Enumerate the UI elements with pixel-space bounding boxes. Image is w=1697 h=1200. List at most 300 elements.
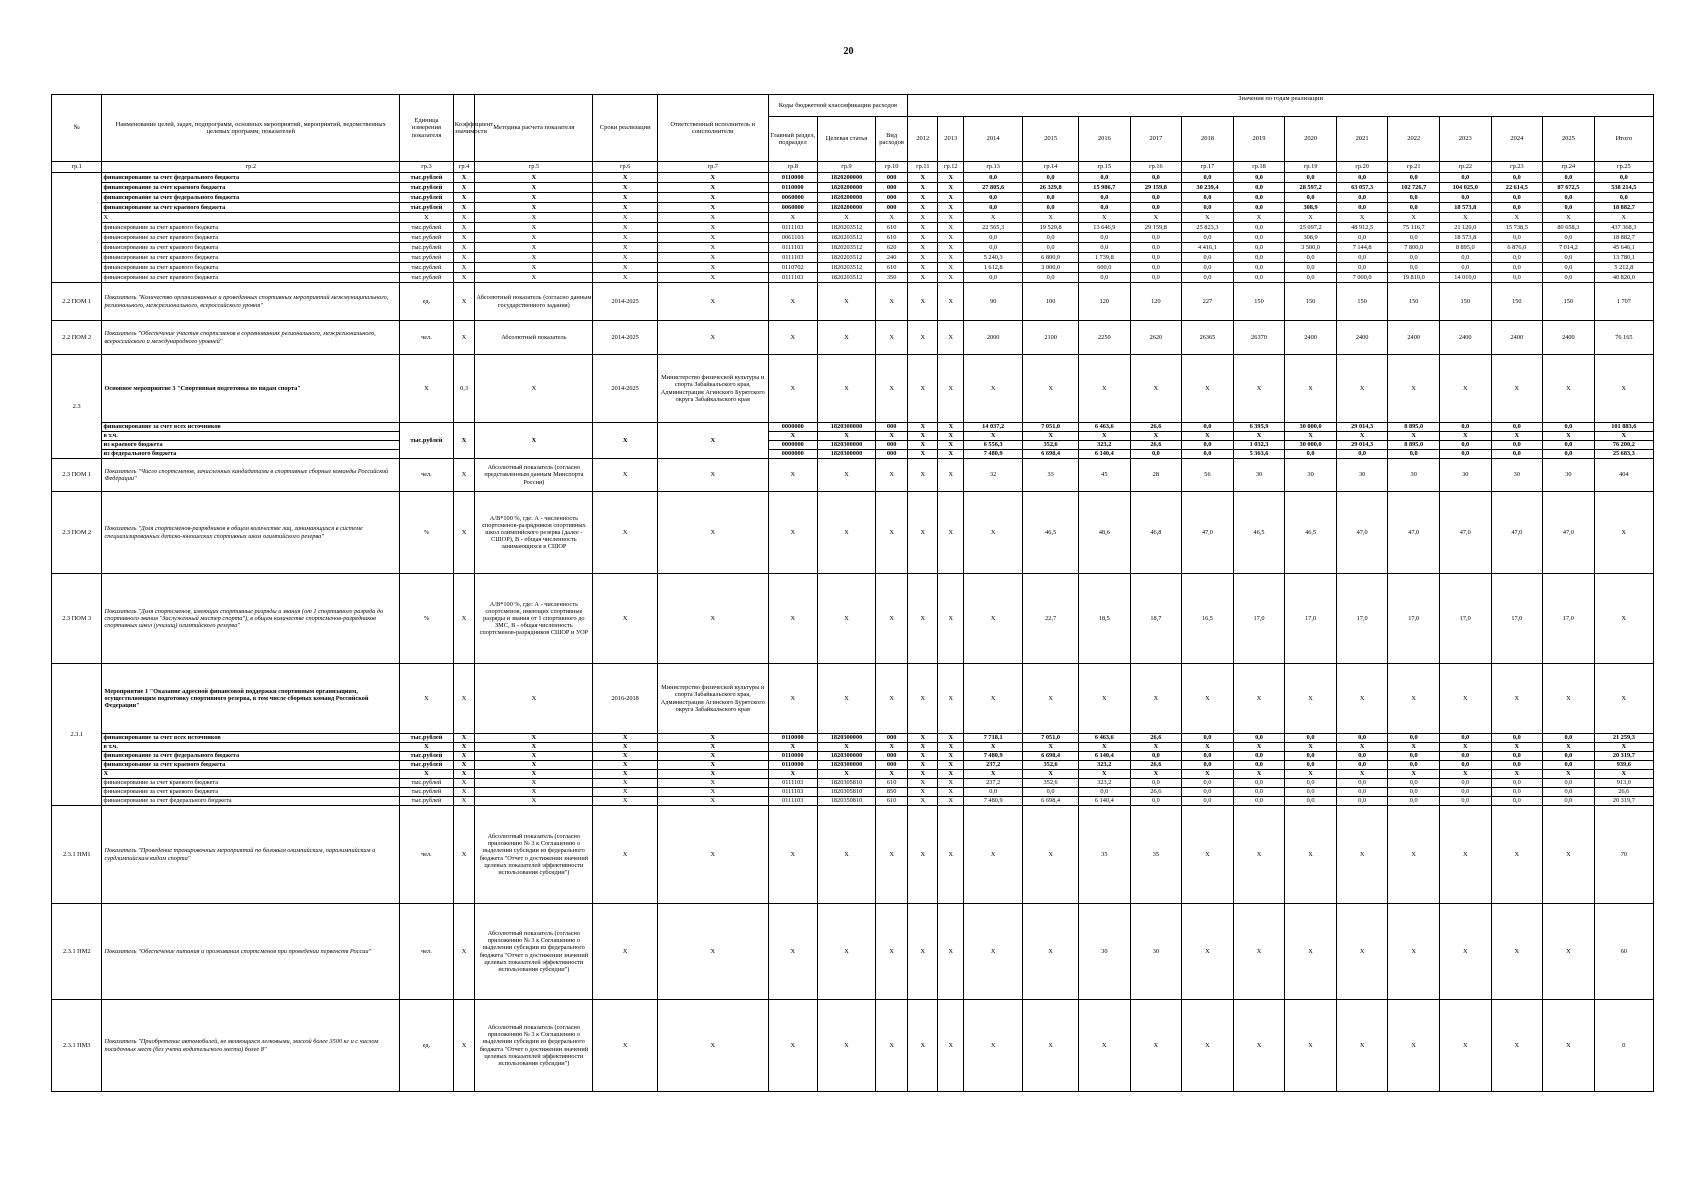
- value-cell: Х: [938, 423, 964, 432]
- value-cell: Х: [908, 253, 938, 263]
- term-cell: Х: [593, 492, 657, 574]
- value-cell: Х: [1233, 213, 1285, 223]
- code-target: Х: [817, 770, 875, 779]
- value-cell: 0,0: [1543, 779, 1595, 788]
- value-cell: 6 463,6: [1079, 423, 1131, 432]
- funding-source: финансирование за счет краевого бюджета: [102, 788, 400, 797]
- resp-cell: Х: [657, 761, 768, 770]
- funding-source: Х: [102, 213, 400, 223]
- header-code-kind: Вид расходов: [876, 117, 908, 162]
- value-cell: 0,0: [1285, 273, 1337, 283]
- unit-cell: Х: [400, 743, 454, 752]
- value-cell: Х: [1130, 1000, 1182, 1092]
- value-cell: Х: [908, 761, 938, 770]
- funding-source: финансирование за счет краевого бюджета: [102, 183, 400, 193]
- value-cell: Х: [1285, 432, 1337, 441]
- value-cell: Х: [1233, 1000, 1285, 1092]
- value-cell: 0,0: [1130, 173, 1182, 183]
- row-number: 2.3 ПОМ 3: [52, 574, 102, 664]
- value-cell: 70: [1594, 806, 1653, 904]
- value-cell: Х: [1023, 770, 1079, 779]
- value-cell: 100: [1023, 283, 1079, 321]
- value-cell: 28 597,2: [1285, 183, 1337, 193]
- code-target: 1820300000: [817, 441, 875, 450]
- method-cell: Абсолютный показатель (согласно представленным данным Минспорта России): [475, 459, 593, 492]
- value-cell: Х: [1233, 743, 1285, 752]
- value-cell: 323,2: [1079, 441, 1131, 450]
- value-cell: 0,0: [1285, 797, 1337, 806]
- value-cell: 0,0: [1023, 203, 1079, 213]
- value-cell: 2400: [1285, 321, 1337, 355]
- value-cell: 0,0: [1336, 233, 1388, 243]
- funding-row: [52, 779, 1654, 788]
- value-cell: 352,6: [1023, 779, 1079, 788]
- funding-source: финансирование за счет краевого бюджета: [102, 761, 400, 770]
- unit-cell: тыс.рублей: [400, 233, 454, 243]
- value-cell: Х: [1594, 664, 1653, 734]
- value-cell: 237,2: [964, 761, 1023, 770]
- unit-cell: тыс.рублей: [400, 779, 454, 788]
- program-table: [51, 94, 1654, 1092]
- value-cell: Х: [964, 743, 1023, 752]
- funding-row: [52, 243, 1654, 253]
- value-cell: 6 140,4: [1079, 450, 1131, 459]
- value-cell: 538 214,5: [1594, 183, 1653, 193]
- unit-cell: чел.: [400, 904, 454, 1000]
- value-cell: Х: [908, 233, 938, 243]
- value-cell: 18 573,8: [1439, 203, 1491, 213]
- indicator-row: [52, 806, 1654, 904]
- method-cell: Абсолютный показатель (согласно приложению № 3 к Соглашению о выделении субсидии из федерального бюджета "Отчет о достижении значений целевых показателей эффективности использования субсидии"): [475, 1000, 593, 1092]
- value-cell: 7 480,9: [964, 450, 1023, 459]
- code-target: Х: [817, 574, 875, 664]
- value-cell: 46,5: [1233, 492, 1285, 574]
- value-cell: Х: [1233, 664, 1285, 734]
- value-cell: 4 416,1: [1182, 243, 1234, 253]
- value-cell: Х: [1388, 664, 1440, 734]
- column-number: гр.7: [657, 162, 768, 173]
- column-number: гр.5: [475, 162, 593, 173]
- value-cell: 0,0: [1130, 253, 1182, 263]
- code-main: Х: [768, 283, 817, 321]
- term-cell: Х: [593, 743, 657, 752]
- unit-cell: тыс.рублей: [400, 253, 454, 263]
- code-main: 0000000: [768, 441, 817, 450]
- value-cell: 0,0: [1388, 761, 1440, 770]
- header-values: Значения по годам реализации: [908, 95, 1654, 117]
- value-cell: 150: [1233, 283, 1285, 321]
- value-cell: 0,0: [1079, 193, 1131, 203]
- column-number: гр.25: [1594, 162, 1653, 173]
- term-cell: Х: [593, 779, 657, 788]
- activity-row: [52, 355, 1654, 423]
- value-cell: Х: [908, 752, 938, 761]
- value-cell: 0,0: [1079, 243, 1131, 253]
- value-cell: 0,0: [1543, 761, 1595, 770]
- value-cell: 6 876,0: [1491, 243, 1543, 253]
- value-cell: Х: [964, 574, 1023, 664]
- funding-source: финансирование за счет федерального бюджета: [102, 797, 400, 806]
- value-cell: Х: [1439, 1000, 1491, 1092]
- value-cell: Х: [1079, 355, 1131, 423]
- value-cell: 0,0: [1285, 253, 1337, 263]
- value-cell: 150: [1439, 283, 1491, 321]
- value-cell: Х: [1079, 432, 1131, 441]
- code-target: Х: [817, 904, 875, 1000]
- value-cell: 17,0: [1543, 574, 1595, 664]
- term-cell: Х: [593, 459, 657, 492]
- value-cell: Х: [938, 193, 964, 203]
- code-main: 0111103: [768, 253, 817, 263]
- value-cell: 80 658,3: [1543, 223, 1595, 233]
- value-cell: 0,0: [1543, 788, 1595, 797]
- column-number: гр.16: [1130, 162, 1182, 173]
- column-number: гр.23: [1491, 162, 1543, 173]
- code-kind: Х: [876, 743, 908, 752]
- value-cell: 0,0: [1233, 203, 1285, 213]
- value-cell: 26,6: [1130, 441, 1182, 450]
- method-cell: Х: [475, 779, 593, 788]
- column-number: гр.19: [1285, 162, 1337, 173]
- value-cell: 352,6: [1023, 441, 1079, 450]
- value-cell: 18,7: [1130, 574, 1182, 664]
- term-cell: Х: [593, 253, 657, 263]
- value-cell: Х: [1285, 213, 1337, 223]
- value-cell: Х: [1336, 904, 1388, 1000]
- code-target: 1820300000: [817, 450, 875, 459]
- value-cell: Х: [1023, 432, 1079, 441]
- value-cell: Х: [1388, 770, 1440, 779]
- value-cell: 101 883,6: [1594, 423, 1653, 432]
- header-year: 2018: [1182, 117, 1234, 162]
- funding-row: [52, 223, 1654, 233]
- code-main: Х: [768, 321, 817, 355]
- funding-source: в т.ч.: [102, 743, 400, 752]
- value-cell: Х: [1130, 770, 1182, 779]
- header-year: 2014: [964, 117, 1023, 162]
- value-cell: 7 800,0: [1388, 243, 1440, 253]
- resp-cell: Х: [657, 283, 768, 321]
- unit-cell: тыс.рублей: [400, 423, 454, 459]
- value-cell: 0,0: [964, 193, 1023, 203]
- method-cell: Х: [475, 734, 593, 743]
- code-target: Х: [817, 1000, 875, 1092]
- value-cell: 0,0: [1439, 779, 1491, 788]
- coef-cell: Х: [453, 761, 474, 770]
- value-cell: Х: [1388, 806, 1440, 904]
- value-cell: 150: [1491, 283, 1543, 321]
- value-cell: 104 025,0: [1439, 183, 1491, 193]
- term-cell: 2016-2018: [593, 664, 657, 734]
- code-main: 0111103: [768, 788, 817, 797]
- funding-source: финансирование за счет краевого бюджета: [102, 243, 400, 253]
- value-cell: 0,0: [1233, 223, 1285, 233]
- value-cell: Х: [1233, 770, 1285, 779]
- value-cell: Х: [908, 203, 938, 213]
- code-main: 0110000: [768, 183, 817, 193]
- value-cell: 7 718,1: [964, 734, 1023, 743]
- header-resp: Ответственный исполнитель и соисполнители: [657, 95, 768, 162]
- resp-cell: Х: [657, 574, 768, 664]
- value-cell: 33: [1023, 459, 1079, 492]
- column-number: гр.15: [1079, 162, 1131, 173]
- value-cell: Х: [908, 263, 938, 273]
- value-cell: 0,0: [1388, 752, 1440, 761]
- value-cell: 0,0: [1233, 173, 1285, 183]
- funding-row: [52, 273, 1654, 283]
- value-cell: 2400: [1491, 321, 1543, 355]
- coef-cell: Х: [453, 1000, 474, 1092]
- code-target: 1820300000: [817, 423, 875, 432]
- value-cell: Х: [1388, 1000, 1440, 1092]
- value-cell: 0,0: [1233, 734, 1285, 743]
- funding-row: [52, 423, 1654, 432]
- value-cell: 19 529,8: [1023, 223, 1079, 233]
- funding-row: [52, 173, 1654, 183]
- value-cell: 0,0: [1182, 779, 1234, 788]
- funding-row: [52, 743, 1654, 752]
- value-cell: Х: [1594, 770, 1653, 779]
- value-cell: Х: [1491, 355, 1543, 423]
- value-cell: Х: [908, 183, 938, 193]
- method-cell: Абсолютный показатель (согласно приложению № 3 к Соглашению о выделении субсидии из федерального бюджета "Отчет о достижении значений целевых показателей эффективности использования субсидии"): [475, 904, 593, 1000]
- value-cell: 0,0: [1543, 203, 1595, 213]
- value-cell: 0,0: [1491, 779, 1543, 788]
- code-target: 1820200000: [817, 173, 875, 183]
- value-cell: Х: [938, 253, 964, 263]
- value-cell: 0,0: [1182, 273, 1234, 283]
- value-cell: 20 319,7: [1594, 797, 1653, 806]
- value-cell: 352,6: [1023, 761, 1079, 770]
- value-cell: Х: [908, 273, 938, 283]
- value-cell: 0,0: [1336, 450, 1388, 459]
- value-cell: Х: [938, 321, 964, 355]
- value-cell: Х: [908, 904, 938, 1000]
- value-cell: Х: [1079, 1000, 1131, 1092]
- value-cell: 150: [1543, 283, 1595, 321]
- value-cell: 0,0: [1233, 193, 1285, 203]
- value-cell: Х: [908, 743, 938, 752]
- value-cell: Х: [964, 1000, 1023, 1092]
- value-cell: 7 051,0: [1023, 734, 1079, 743]
- method-cell: Х: [475, 664, 593, 734]
- value-cell: 0,0: [1130, 263, 1182, 273]
- value-cell: Х: [1079, 213, 1131, 223]
- value-cell: Х: [1594, 432, 1653, 441]
- resp-cell: Х: [657, 1000, 768, 1092]
- value-cell: 47,0: [1388, 492, 1440, 574]
- value-cell: 120: [1130, 283, 1182, 321]
- funding-row: [52, 788, 1654, 797]
- value-cell: 0,0: [1130, 797, 1182, 806]
- value-cell: 0,0: [1285, 734, 1337, 743]
- value-cell: 0,0: [1491, 788, 1543, 797]
- value-cell: Х: [938, 173, 964, 183]
- code-kind: Х: [876, 321, 908, 355]
- funding-source: финансирование за счет федерального бюджета: [102, 173, 400, 183]
- value-cell: Х: [1023, 355, 1079, 423]
- value-cell: Х: [938, 213, 964, 223]
- value-cell: 0,0: [1182, 233, 1234, 243]
- term-cell: Х: [593, 788, 657, 797]
- value-cell: Х: [1285, 664, 1337, 734]
- resp-cell: Х: [657, 752, 768, 761]
- funding-row: [52, 213, 1654, 223]
- method-cell: Х: [475, 770, 593, 779]
- resp-cell: Х: [657, 243, 768, 253]
- value-cell: 47,0: [1336, 492, 1388, 574]
- row-number: 2.3.1: [52, 664, 102, 806]
- code-kind: 610: [876, 797, 908, 806]
- coef-cell: Х: [453, 734, 474, 743]
- resp-cell: Х: [657, 770, 768, 779]
- value-cell: 0,0: [1594, 173, 1653, 183]
- unit-cell: тыс.рублей: [400, 273, 454, 283]
- value-cell: 0,0: [1130, 193, 1182, 203]
- value-cell: Х: [1285, 743, 1337, 752]
- value-cell: 0,0: [1543, 752, 1595, 761]
- value-cell: 16,5: [1182, 574, 1234, 664]
- value-cell: Х: [908, 213, 938, 223]
- value-cell: 0,0: [1491, 797, 1543, 806]
- value-cell: Х: [908, 779, 938, 788]
- code-target: 1820203512: [817, 233, 875, 243]
- value-cell: 0,0: [1285, 752, 1337, 761]
- code-kind: Х: [876, 806, 908, 904]
- value-cell: 26,6: [1130, 761, 1182, 770]
- value-cell: Х: [1336, 213, 1388, 223]
- header-year: 2020: [1285, 117, 1337, 162]
- value-cell: Х: [1388, 432, 1440, 441]
- value-cell: Х: [1130, 743, 1182, 752]
- value-cell: 5 240,3: [964, 253, 1023, 263]
- value-cell: 0,0: [1491, 253, 1543, 263]
- value-cell: 0,0: [1388, 173, 1440, 183]
- coef-cell: Х: [453, 283, 474, 321]
- term-cell: Х: [593, 734, 657, 743]
- activity-name: Основное мероприятие 3 "Спортивная подготовка по видам спорта": [102, 355, 400, 423]
- term-cell: Х: [593, 203, 657, 213]
- method-cell: Х: [475, 263, 593, 273]
- value-cell: 0,0: [1543, 253, 1595, 263]
- value-cell: 0,0: [1079, 273, 1131, 283]
- header-year: 2017: [1130, 117, 1182, 162]
- value-cell: 30: [1079, 904, 1131, 1000]
- value-cell: 0,0: [1336, 752, 1388, 761]
- value-cell: Х: [1388, 355, 1440, 423]
- code-main: 0061103: [768, 233, 817, 243]
- value-cell: Х: [1182, 355, 1234, 423]
- value-cell: Х: [938, 450, 964, 459]
- resp-cell: Х: [657, 193, 768, 203]
- code-kind: 610: [876, 263, 908, 273]
- value-cell: 27 805,6: [964, 183, 1023, 193]
- value-cell: 0,0: [1233, 183, 1285, 193]
- value-cell: 0,0: [1491, 173, 1543, 183]
- term-cell: Х: [593, 193, 657, 203]
- value-cell: 25 823,3: [1182, 223, 1234, 233]
- term-cell: Х: [593, 183, 657, 193]
- value-cell: 0,0: [1388, 253, 1440, 263]
- value-cell: 26365: [1182, 321, 1234, 355]
- header-year: 2025: [1543, 117, 1595, 162]
- header-term: Сроки реализации: [593, 95, 657, 162]
- value-cell: 0,0: [1182, 450, 1234, 459]
- value-cell: 0,0: [1130, 203, 1182, 213]
- value-cell: 0,0: [1233, 263, 1285, 273]
- code-kind: 350: [876, 273, 908, 283]
- value-cell: Х: [1023, 806, 1079, 904]
- value-cell: Х: [1594, 213, 1653, 223]
- value-cell: 22,7: [1023, 574, 1079, 664]
- value-cell: 21 120,0: [1439, 223, 1491, 233]
- value-cell: 0,0: [1336, 253, 1388, 263]
- header-code-target: Целевая статья: [817, 117, 875, 162]
- value-cell: 0,0: [964, 173, 1023, 183]
- value-cell: 0,0: [1182, 761, 1234, 770]
- code-kind: Х: [876, 283, 908, 321]
- row-number: 2.2 ПОМ 2: [52, 321, 102, 355]
- value-cell: Х: [1285, 904, 1337, 1000]
- value-cell: Х: [908, 797, 938, 806]
- code-target: 1820200000: [817, 203, 875, 213]
- value-cell: 0,0: [1023, 233, 1079, 243]
- value-cell: 308,9: [1285, 203, 1337, 213]
- method-cell: Абсолютный показатель: [475, 321, 593, 355]
- value-cell: Х: [964, 213, 1023, 223]
- unit-cell: тыс.рублей: [400, 193, 454, 203]
- value-cell: Х: [938, 441, 964, 450]
- value-cell: 0,0: [1079, 788, 1131, 797]
- value-cell: Х: [1594, 492, 1653, 574]
- value-cell: 2250: [1079, 321, 1131, 355]
- value-cell: Х: [938, 233, 964, 243]
- funding-row: [52, 761, 1654, 770]
- value-cell: Х: [1543, 904, 1595, 1000]
- value-cell: 437 368,3: [1594, 223, 1653, 233]
- value-cell: 48,6: [1079, 492, 1131, 574]
- value-cell: Х: [1130, 432, 1182, 441]
- value-cell: 47,0: [1491, 492, 1543, 574]
- coef-cell: Х: [453, 492, 474, 574]
- value-cell: 6 698,4: [1023, 797, 1079, 806]
- value-cell: Х: [964, 664, 1023, 734]
- unit-cell: тыс.рублей: [400, 788, 454, 797]
- value-cell: Х: [908, 441, 938, 450]
- value-cell: 30: [1285, 459, 1337, 492]
- code-main: 0000000: [768, 450, 817, 459]
- value-cell: Х: [908, 450, 938, 459]
- method-cell: Х: [475, 233, 593, 243]
- value-cell: Х: [908, 734, 938, 743]
- funding-row: [52, 203, 1654, 213]
- method-cell: Х: [475, 355, 593, 423]
- value-cell: Х: [908, 492, 938, 574]
- value-cell: Х: [938, 203, 964, 213]
- indicator-name: Показатель "Число спортсменов, зачисленных кандидатами в спортивные сборные команды Российской Федерации": [102, 459, 400, 492]
- value-cell: Х: [1491, 213, 1543, 223]
- value-cell: 90: [964, 283, 1023, 321]
- value-cell: 2620: [1130, 321, 1182, 355]
- indicator-row: [52, 1000, 1654, 1092]
- value-cell: Х: [908, 223, 938, 233]
- value-cell: Х: [938, 788, 964, 797]
- header-code-main: Главный раздел, подраздел: [768, 117, 817, 162]
- value-cell: 0,0: [1491, 441, 1543, 450]
- value-cell: 0,0: [1130, 752, 1182, 761]
- method-cell: Х: [475, 173, 593, 183]
- value-cell: Х: [1491, 743, 1543, 752]
